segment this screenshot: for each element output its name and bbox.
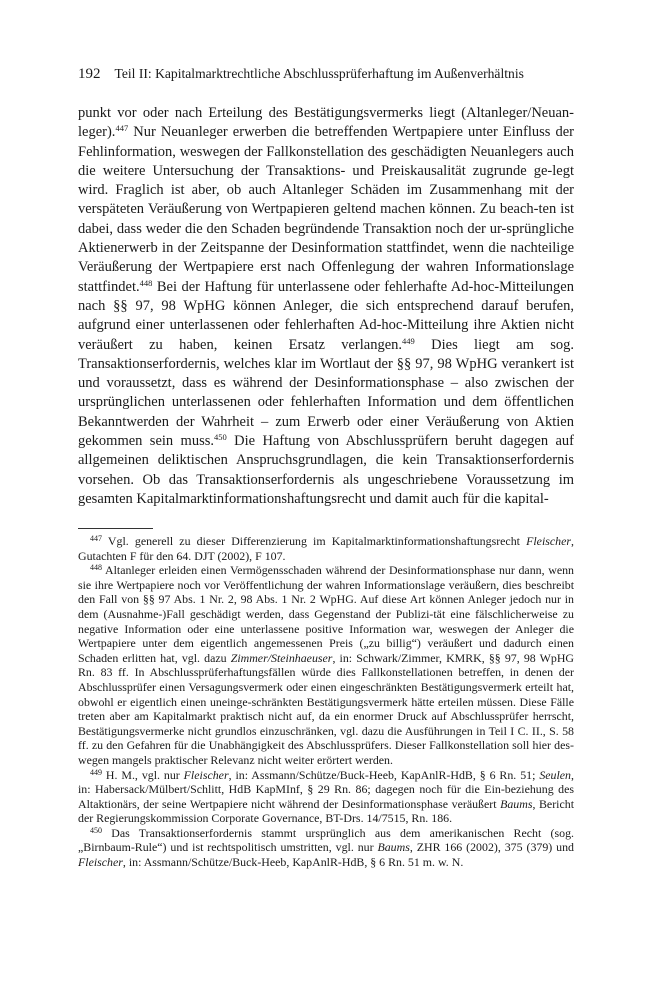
footnotes <box>78 534 574 870</box>
body-text-5: Die Haftung von Abschlussprüfern beruht dagegen auf allgemeinen deliktischen Anspruchsgrundlagen, die kein Transaktionserfordernis vorsehen. Ob das Transaktionserfordernis als ungeschriebene Voraussetzung im gesamten Kapitalmarktinformationshaftungsrecht und damit auch für die kapital- <box>78 433 574 507</box>
body-text-1: punkt vor oder nach Erteilung des Bestätigungsvermerks liegt (Altanleger/Neuan-leger). <box>78 105 574 141</box>
footnote-ref-449[interactable]: 449 <box>402 335 415 346</box>
body-paragraph <box>78 104 574 509</box>
footnote-number: 448 <box>90 563 102 573</box>
footnote-ref-448[interactable]: 448 <box>139 277 153 288</box>
body-text-3: Bei der Haftung für unterlassene oder fehlerhafte Ad-hoc-Mitteilungen nach §§ 97, 98 WpHG können Anleger, die sich entsprechend darauf berufen, aufgrund einer unterlassenen oder fehlerhaften Ad-hoc-Mitteilung ihre Aktien nicht veräußert zu haben, keinen Ersatz verlangen. <box>78 278 574 353</box>
running-header <box>78 66 578 83</box>
running-title: Teil II: Kapitalmarktrechtliche Abschlussprüferhaftung im Außenverhältnis <box>114 66 524 81</box>
footnote-ref-450[interactable]: 450 <box>214 432 227 443</box>
footnote-separator <box>78 528 153 529</box>
body-text-4: Dies liegt am sog. Transaktionserfordernis, welches klar im Wortlaut der §§ 97, 98 WpHG verankert ist und voraussetzt, dass es während der Desinformationsphase – also zwischen der ursprünglichen unterlassenen oder fehlerhaften Information und dem öffentlichen Bekanntwerden der Wahrheit – zum Erwerb oder einer Veräußerung von Aktien gekommen sein muss. <box>78 336 574 450</box>
author-name: Zimmer/Steinhaeuser <box>230 650 333 665</box>
footnote-number: 450 <box>90 825 102 835</box>
footnote-ref-447[interactable]: 447 <box>115 123 129 134</box>
footnote-449: $^{449}$ H. M., vgl. nur Fleischer, in: Assmann/Schütze/Buck-Heeb, KapAnlR-HdB, § 6 Rn. 51; Seulen, in: Habersack/Mülbert/Schlitt, HdB KapMInf, § 29 Rn. 86; dagegen noch für die Ein-beziehung des Altaktionärs, der seine Wertpapiere nicht während der Desinformationsphase veräußert Baums, Bericht der Regierungskommission Corporate Governance, BT-Drs. 14/7515, Rn. 186. <box>78 767 574 826</box>
author-name: Fleischer <box>78 855 123 870</box>
footnote-450: $^{450}$ Das Transaktionserfordernis stammt ursprünglich aus dem amerikanischen Recht (sog. „Birnbaum-Rule“) und ist rechtspolitisch umstritten, vgl. nur Baums, ZHR 166 (2002), 375 (379) und Fleischer, in: Assmann/Schütze/Buck-Heeb, KapAnlR-HdB, § 6 Rn. 51 m. w. N. <box>78 825 574 870</box>
footnote-number: 449 <box>90 767 102 777</box>
footnote-448: $^{448}$ Altanleger erleiden einen Vermögensschaden während der Desinformationsphase nur dann, wenn sie ihre Wertpapiere noch vor Veröffentlichung der wahren Informationslage veräußern, dies beschreibt den Fall von §§ 97 Abs. 1 Nr. 2, 98 Abs. 1 Nr. 2 WpHG. Auf diese Art können Anleger jedoch nur in dem (Ausnahme-)Fall geschädigt werden, dass Gegenstand der Publizi-tät eine fälschlicherweise zu negative Information oder eine unterlassene positive Information war, weswegen der Anleger die Wertpapiere unter dem eigentlich angemessenen Preis („zu billig“) veräußert und dadurch einen Schaden erlitten hat, vgl. dazu Zimmer/Steinhaeuser, in: Schwark/Zimmer, KMRK, §§ 97, 98 WpHG Rn. 83 ff. In Abschlussprüferhaftungsfällen würde dies Fallkonstellationen betreffen, in denen der Abschlussprüfer einen Versagungsvermerk oder einen eingeschränkten Bestätigungsvermerk erteilt hat, obwohl er eigentlich einen uneinge-schränkten Bestätigungsvermerk hätte erteilen müssen. Diese Fälle treten aber am Kapitalmarkt praktisch nicht auf, da ein enormer Druck auf Abschlussprüfer herrscht, Bestätigungsvermerke nicht grundlos einzuschränken, vgl. dazu die Ausführungen in Teil I C. II., S. 58 ff. zu den Gefahren für die Unabhängigkeit des Abschlussprüfers. Dieser Fallkonstellation soll hier des-wegen mangels praktischer Relevanz nicht weiter erörtert werden. <box>78 563 575 767</box>
author-name: Fleischer <box>183 767 229 782</box>
page-number: 192 <box>78 66 101 82</box>
author-name: Fleischer <box>526 534 572 548</box>
author-name: Baums <box>377 840 410 855</box>
author-name: Baums <box>500 796 533 811</box>
author-name: Seulen <box>539 767 572 782</box>
body-text-2: Nur Neuanleger erwerben die betreffenden Wertpapiere unter Einfluss der Fehlinformation, weswegen der Fallkonstellation des geschädigten Neuanlegers auch die weitere Untersuchung der Transaktions- und Preiskausalität zugrunde ge-legt wird. Fraglich ist aber, ob auch Altanleger Schäden im Zusammenhang mit der verspäteten Veräußerung von Wertpapieren geltend machen können. Zu beach-ten ist dabei, dass weder die den Schaden begründende Transaktion noch der ur-sprüngliche Aktienerwerb in der Zeitspanne der Desinformation stattfindet, wenn die nachteilige Veräußerung der Wertpapiere erst nach Offenlegung der wahren Informationslage stattfindet. <box>78 124 574 295</box>
footnote-447: $^{447}$ Vgl. generell zu dieser Differenzierung im Kapitalmarktinformationshaftungsrecht Fleischer, Gutachten F für den 64. DJT (2002), F 107. <box>78 534 574 563</box>
footnote-number: 447 <box>90 534 102 543</box>
